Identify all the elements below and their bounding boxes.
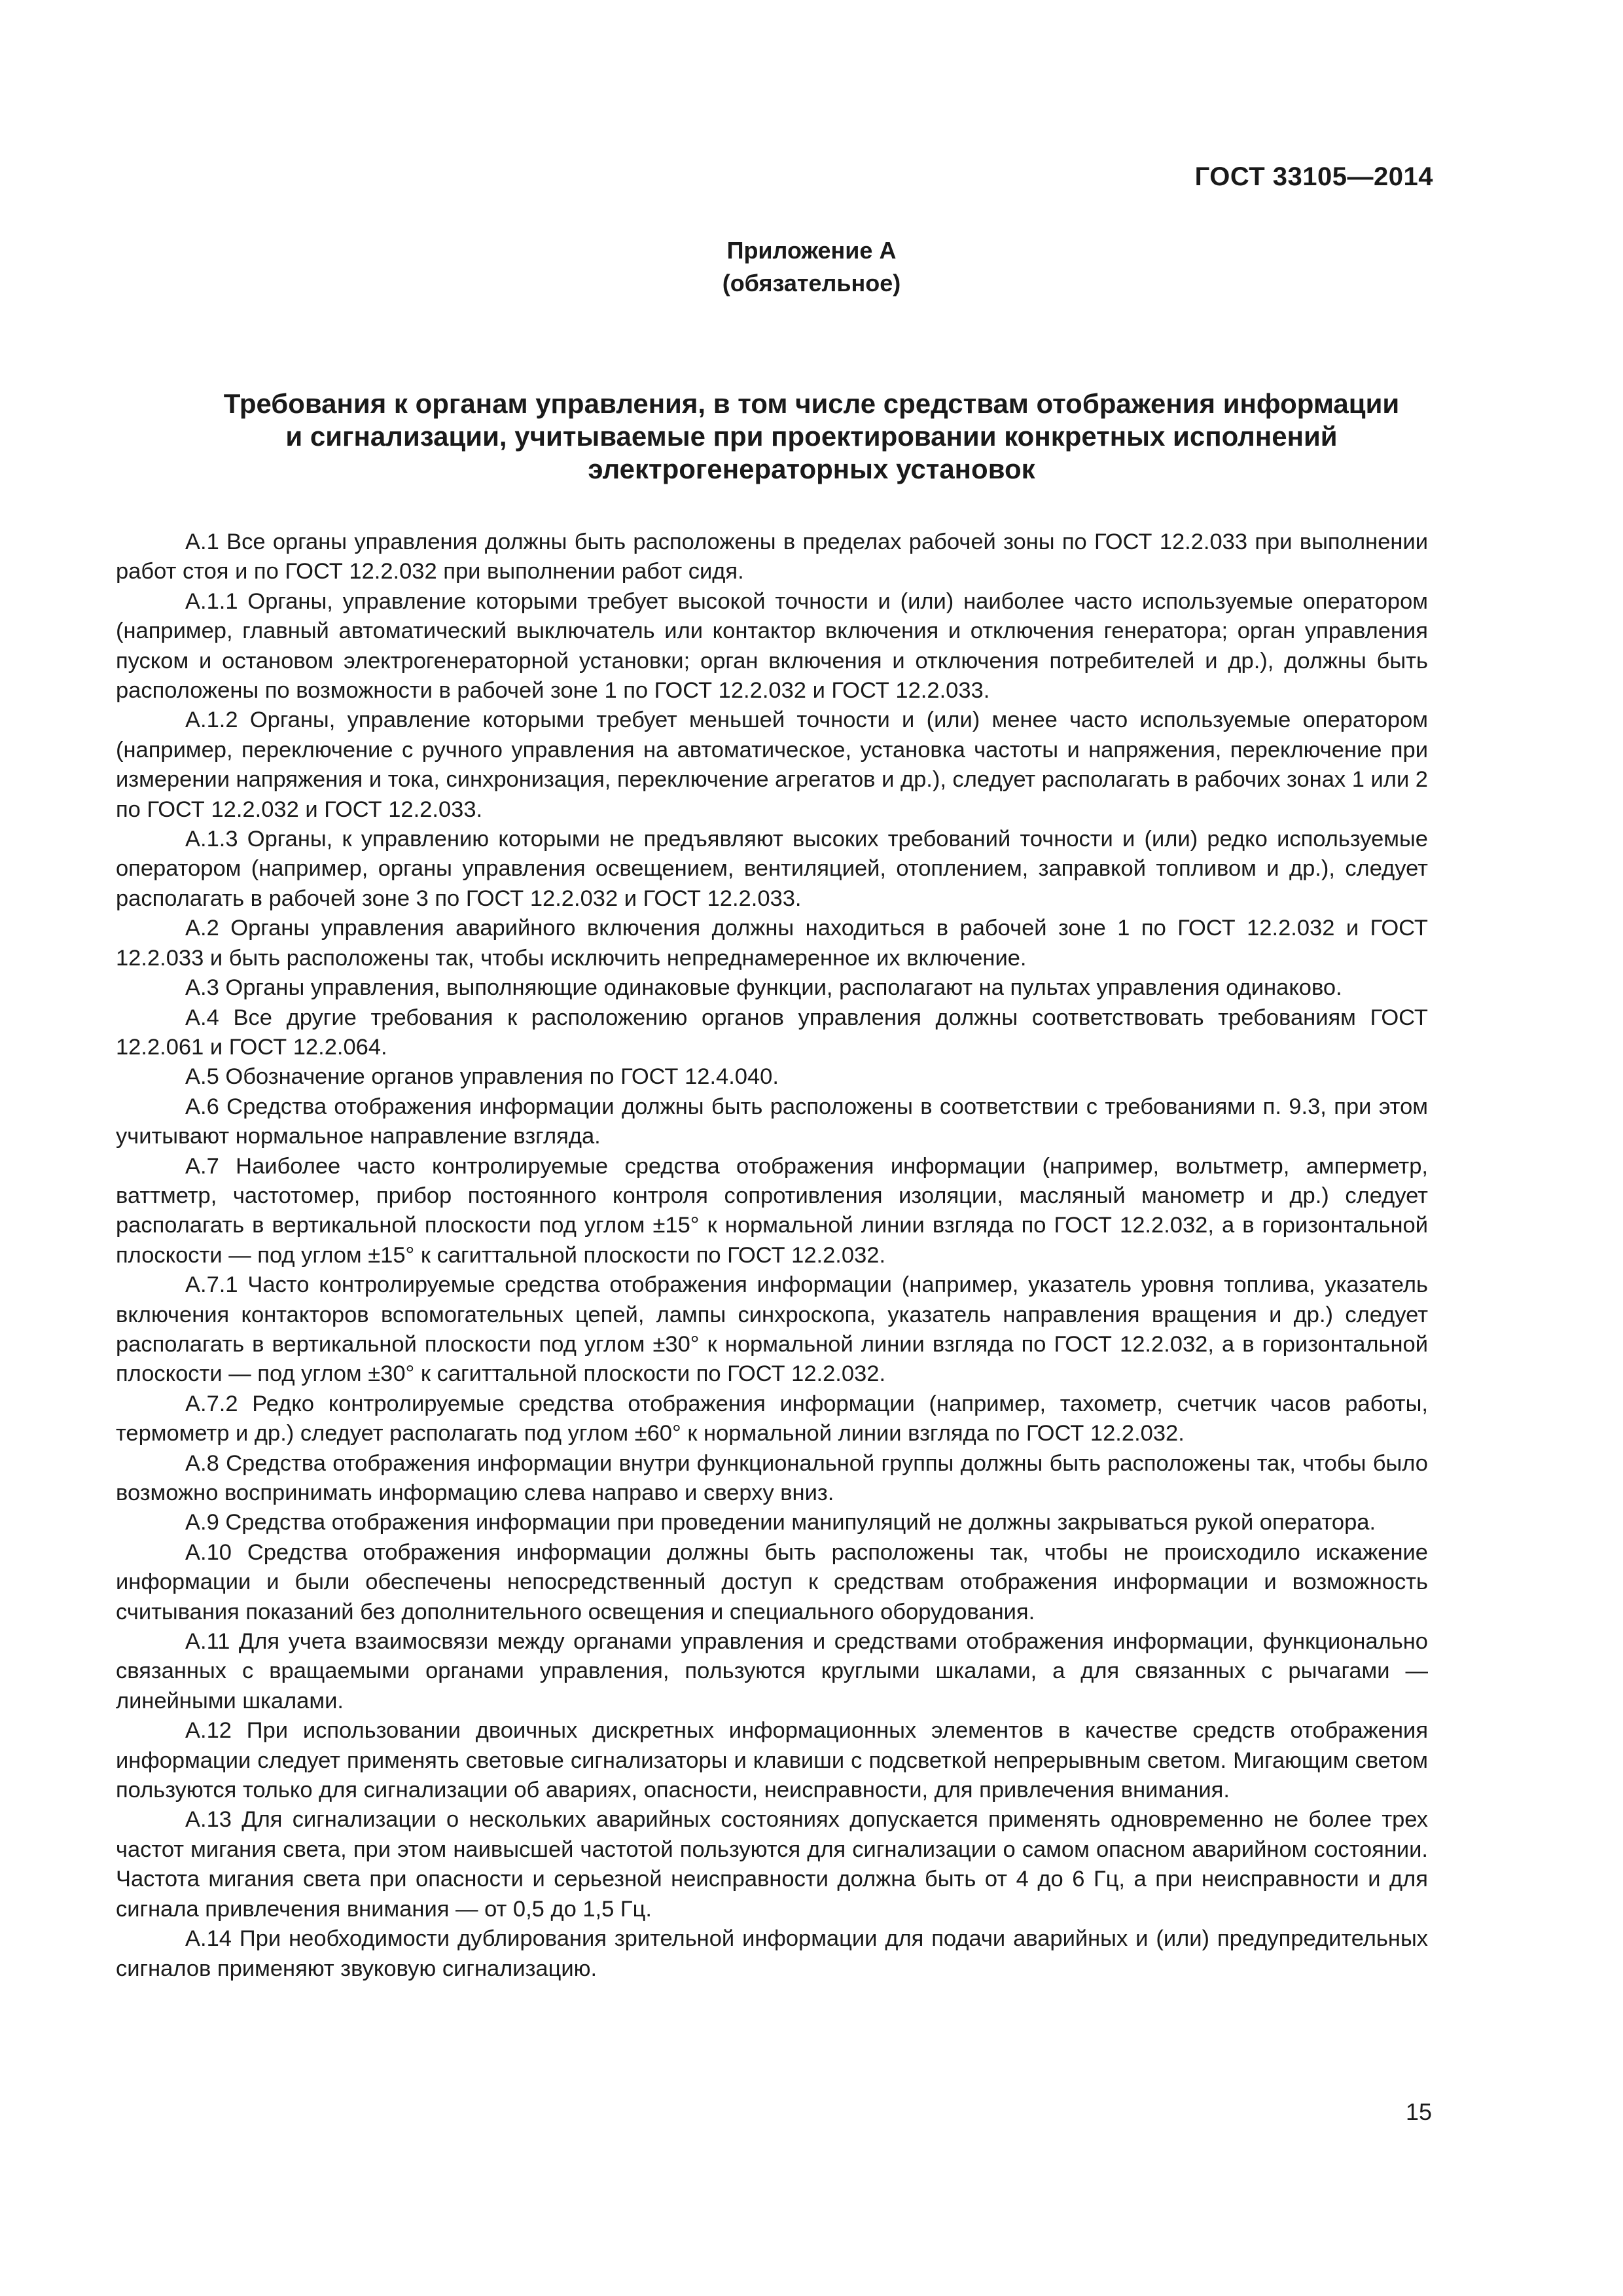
section-title xyxy=(183,387,1440,486)
paragraph-a8: А.8 Средства отображения информации внутри функциональной группы должны быть расположены так, чтобы было возможно воспринимать информацию слева направо и сверху вниз. xyxy=(116,1450,1428,1505)
body-text xyxy=(116,528,1428,1984)
paragraph-a1-1: А.1.1 Органы, управление которыми требует высокой точности и (или) наиболее часто используемые оператором (например, главный автоматический выключатель или контактор включения и отключения генератора; орган управления пуском и остановом электрогенераторной установки; орган включения и отключения потребителей и др.), должны быть расположены по возможности в рабочей зоне 1 по ГОСТ 12.2.032 и ГОСТ 12.2.033. xyxy=(116,588,1428,704)
paragraph-a6: А.6 Средства отображения информации должны быть расположены в соответствии с требованиями п. 9.3, при этом учитывают нормальное направление взгляда. xyxy=(116,1094,1428,1149)
title-line: и сигнализации, учитываемые при проектировании конкретных исполнений xyxy=(285,421,1338,452)
paragraph-a7-2: А.7.2 Редко контролируемые средства отображения информации (например, тахометр, счетчик часов работы, термометр и др.) следует располагать под углом ±60° к нормальной линии взгляда по ГОСТ 12.2.032. xyxy=(116,1391,1428,1446)
paragraph-a2: А.2 Органы управления аварийного включения должны находиться в рабочей зоне 1 по ГОСТ 12.2.032 и ГОСТ 12.2.033 и быть расположены так, чтобы исключить непреднамеренное их включение. xyxy=(116,916,1428,971)
appendix-label: Приложение А xyxy=(726,237,897,264)
paragraph-a14: А.14 При необходимости дублирования зрительной информации для подачи аварийных и (или) предупредительных сигналов применяют звуковую сигнализацию. xyxy=(116,1926,1428,1981)
document-code: ГОСТ 33105—2014 xyxy=(1194,162,1433,191)
page-number: 15 xyxy=(1405,2098,1432,2125)
paragraph-a11: А.11 Для учета взаимосвязи между органами управления и средствами отображения информации, функционально связанных с вращаемыми органами управления, пользуются круглыми шкалами, а для связанных с рычагами — линейными шкалами. xyxy=(116,1629,1428,1713)
paragraph-a7-1: А.7.1 Часто контролируемые средства отображения информации (например, указатель уровня топлива, указатель включения контакторов вспомогательных цепей, лампы синхроскопа, указатель направления вращения и др.) следует располагать в вертикальной плоскости под углом ±30° к нормальной линии взгляда по ГОСТ 12.2.032, а в горизонтальной плоскости — под углом ±30° к сагиттальной плоскости по ГОСТ 12.2.032. xyxy=(116,1272,1428,1387)
paragraph-a9: А.9 Средства отображения информации при проведении манипуляций не должны закрываться рукой оператора. xyxy=(185,1510,1376,1535)
paragraph-a13: А.13 Для сигнализации о нескольких аварийных состояниях допускается применять одновременно не более трех частот мигания света, при этом наивысшей частотой пользуются для сигнализации о самом опасном аварийном состоянии. Частота мигания света при опасности и серьезной неисправности должна быть от 4 до 6 Гц, а при неисправности и для сигнала привлечения внимания — от 0,5 до 1,5 Гц. xyxy=(116,1807,1428,1922)
paragraph-a1-3: А.1.3 Органы, к управлению которыми не предъявляют высоких требований точности и (или) редко используемые оператором (например, органы управления освещением, вентиляцией, отоплением, заправкой топливом и др.), следует располагать в рабочей зоне 3 по ГОСТ 12.2.032 и ГОСТ 12.2.033. xyxy=(116,827,1428,911)
title-line: электрогенераторных установок xyxy=(588,454,1035,484)
appendix-heading xyxy=(0,234,1623,300)
appendix-status: (обязательное) xyxy=(722,270,901,296)
paragraph-a1-2: А.1.2 Органы, управление которыми требует меньшей точности и (или) менее часто используемые оператором (например, переключение с ручного управления на автоматическое, установка частоты и напряжения, переключение при измерении напряжения и тока, синхронизация, переключение агрегатов и др.), следует располагать в рабочих зонах 1 или 2 по ГОСТ 12.2.032 и ГОСТ 12.2.033. xyxy=(116,708,1428,822)
paragraph-a12: А.12 При использовании двоичных дискретных информационных элементов в качестве средств отображения информации следует применять световые сигнализаторы и клавиши с подсветкой непрерывным светом. Мигающим светом пользуются только для сигнализации об авариях, опасности, неисправности, для привлечения внимания. xyxy=(116,1718,1428,1803)
paragraph-a3: А.3 Органы управления, выполняющие одинаковые функции, располагают на пультах управления одинаково. xyxy=(185,975,1342,1001)
paragraph-a5: А.5 Обозначение органов управления по ГОСТ 12.4.040. xyxy=(185,1064,779,1090)
paragraph-a1: А.1 Все органы управления должны быть расположены в пределах рабочей зоны по ГОСТ 12.2.033 при выполнении работ стоя и по ГОСТ 12.2.032 при выполнении работ сидя. xyxy=(116,529,1428,584)
paragraph-a4: А.4 Все другие требования к расположению органов управления должны соответствовать требованиям ГОСТ 12.2.061 и ГОСТ 12.2.064. xyxy=(116,1005,1428,1060)
paragraph-a7: А.7 Наиболее часто контролируемые средства отображения информации (например, вольтметр, амперметр, ваттметр, частотомер, прибор постоянного контроля сопротивления изоляции, масляный манометр и др.) следует располагать в вертикальной плоскости под углом ±15° к нормальной линии взгляда по ГОСТ 12.2.032, а в горизонтальной плоскости — под углом ±15° к сагиттальной плоскости по ГОСТ 12.2.032. xyxy=(116,1153,1428,1268)
title-line: Требования к органам управления, в том числе средствам отображения информации xyxy=(223,388,1400,419)
paragraph-a10: А.10 Средства отображения информации должны быть расположены так, чтобы не происходило искажение информации и были обеспечены непосредственный доступ к средствам отображения информации и возможность считывания показаний без дополнительного освещения и специального оборудования. xyxy=(116,1539,1428,1624)
